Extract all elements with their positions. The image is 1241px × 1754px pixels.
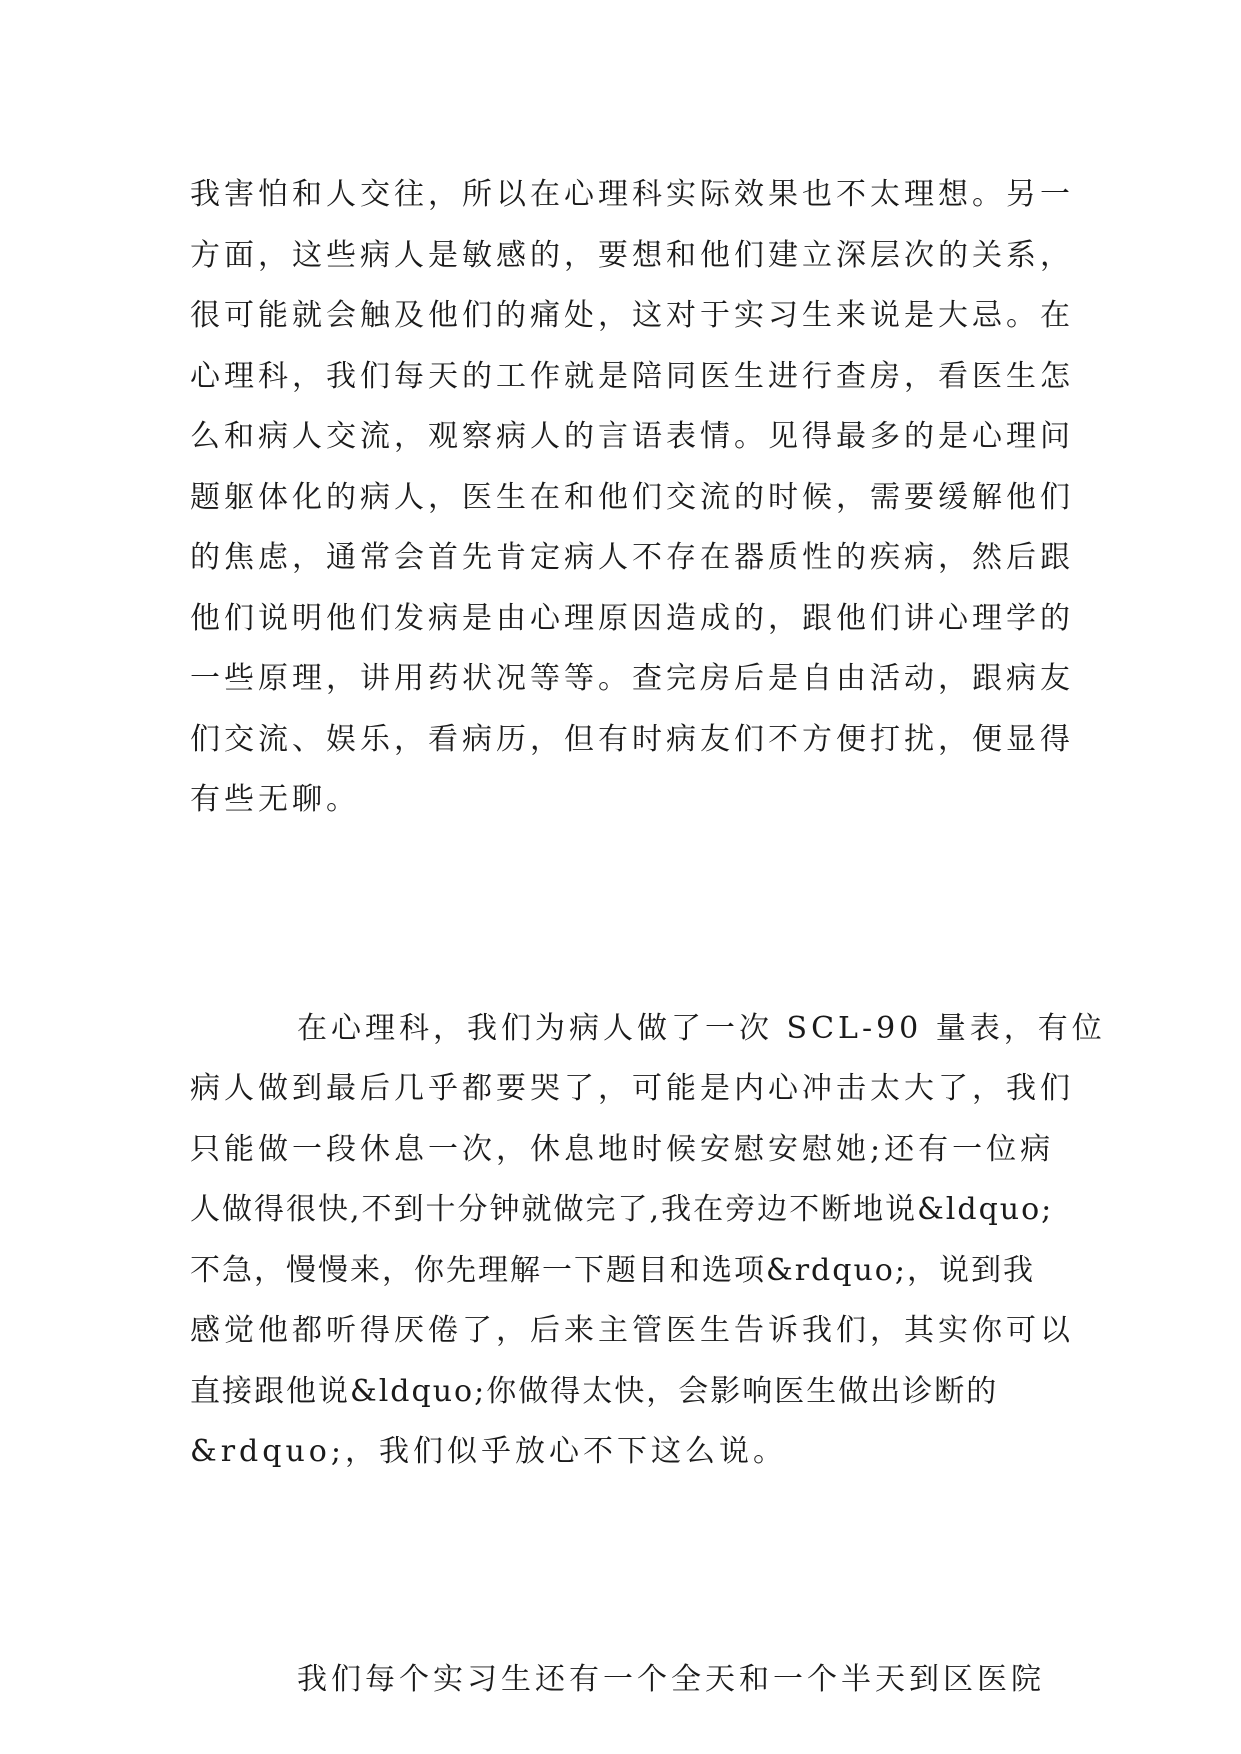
text-line-content: 在心理科，我们为病人做了一次 SCL-90 量表，有位 bbox=[297, 1010, 1106, 1046]
text-line: 只能做一段休息一次，休息地时候安慰安慰她;还有一位病 bbox=[190, 1131, 1055, 1167]
text-line-indented bbox=[190, 1650, 1070, 1711]
text-line: 人做得很快,不到十分钟就做完了,我在旁边不断地说&ldquo; bbox=[190, 1192, 1054, 1227]
text-line: &rdquo;，我们似乎放心不下这么说。 bbox=[190, 1434, 787, 1469]
text-line: 感觉他都听得厌倦了，后来主管医生告诉我们，其实你可以 bbox=[190, 1313, 1074, 1348]
paragraph-spacer bbox=[190, 831, 1070, 999]
paragraph-spacer bbox=[190, 1483, 1070, 1650]
paragraph-1 bbox=[190, 165, 1074, 831]
paragraph-2 bbox=[190, 999, 1106, 1483]
text-line: 的焦虑，通常会首先肯定病人不存在器质性的疾病，然后跟 bbox=[190, 540, 1074, 575]
text-line: 直接跟他说&ldquo;你做得太快，会影响医生做出诊断的 bbox=[190, 1373, 999, 1409]
document-body bbox=[190, 165, 1106, 1710]
text-line: 他们说明他们发病是由心理原因造成的，跟他们讲心理学的 bbox=[190, 600, 1074, 636]
paragraph-3 bbox=[190, 1650, 1070, 1711]
text-line: 不急，慢慢来，你先理解一下题目和选项&rdquo;，说到我 bbox=[190, 1252, 1035, 1288]
text-line: 很可能就会触及他们的痛处，这对于实习生来说是大忌。在 bbox=[190, 298, 1074, 333]
text-line: 我害怕和人交往，所以在心理科实际效果也不太理想。另一 bbox=[190, 177, 1074, 212]
text-line: 方面，这些病人是敏感的，要想和他们建立深层次的关系， bbox=[190, 237, 1074, 273]
text-line: 们交流、娱乐，看病历，但有时病友们不方便打扰，便显得 bbox=[190, 721, 1074, 757]
text-line: 有些无聊。 bbox=[190, 782, 360, 817]
text-line-content: 我们每个实习生还有一个全天和一个半天到区医院 bbox=[297, 1661, 1045, 1697]
text-line: 心理科，我们每天的工作就是陪同医生进行查房，看医生怎 bbox=[190, 358, 1074, 394]
text-line-indented bbox=[190, 999, 1106, 1060]
text-line: 题躯体化的病人，医生在和他们交流的时候，需要缓解他们 bbox=[190, 479, 1074, 515]
text-line: 病人做到最后几乎都要哭了，可能是内心冲击太大了，我们 bbox=[190, 1071, 1074, 1106]
text-line: 一些原理，讲用药状况等等。查完房后是自由活动，跟病友 bbox=[190, 661, 1074, 696]
text-line: 么和病人交流，观察病人的言语表情。见得最多的是心理问 bbox=[190, 419, 1074, 454]
